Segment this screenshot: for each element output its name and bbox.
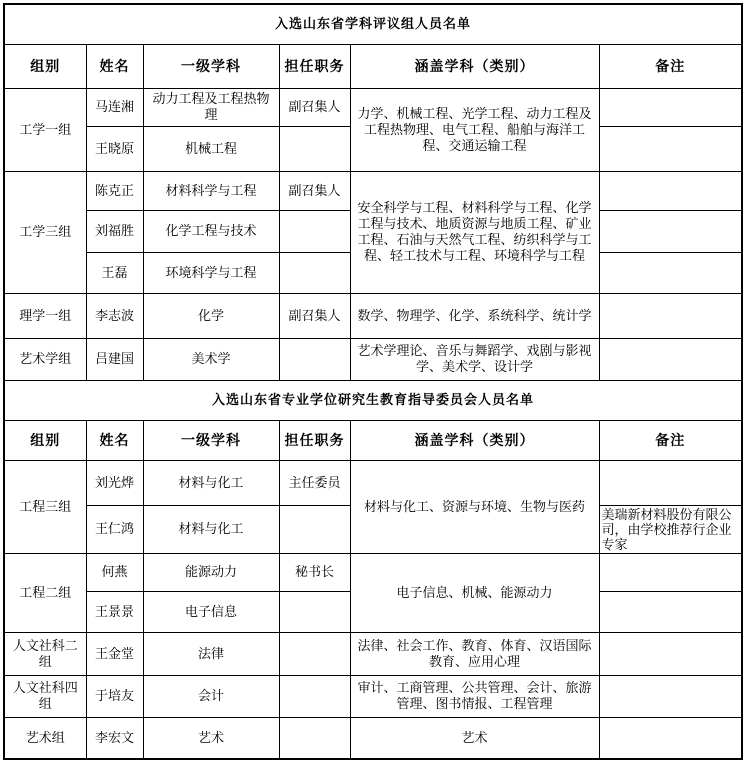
- covered-disciplines-cell: 力学、机械工程、光学工程、动力工程及工程热物理、电气工程、船舶与海洋工程、交通运输工程: [350, 88, 599, 171]
- covered-disciplines-cell: 艺术学理论、音乐与舞蹈学、戏剧与影视学、美术学、设计学: [350, 338, 599, 380]
- name-cell: 李志波: [86, 293, 143, 338]
- name-cell: 李宏文: [86, 717, 143, 759]
- group-cell: 人文社科二组: [4, 632, 86, 675]
- remark-cell: [599, 210, 742, 252]
- column-header: 担任职务: [279, 44, 350, 88]
- discipline-cell: 美术学: [143, 338, 279, 380]
- column-header: 涵盖学科（类别）: [350, 420, 599, 460]
- column-header: 备注: [599, 44, 742, 88]
- table-row: [4, 293, 742, 338]
- name-cell: 于培友: [86, 675, 143, 717]
- position-cell: [279, 338, 350, 380]
- covered-disciplines-cell: 艺术: [350, 717, 599, 759]
- table-row: [4, 171, 742, 210]
- group-cell: 工学三组: [4, 171, 86, 293]
- discipline-cell: 会计: [143, 675, 279, 717]
- discipline-cell: 能源动力: [143, 553, 279, 591]
- group-cell: 工学一组: [4, 88, 86, 171]
- title-row: [4, 380, 742, 420]
- name-cell: 王仁鸿: [86, 505, 143, 553]
- name-cell: 王金堂: [86, 632, 143, 675]
- table-row: [4, 675, 742, 717]
- group-cell: 工程三组: [4, 460, 86, 553]
- group-cell: 人文社科四组: [4, 675, 86, 717]
- discipline-cell: 化学: [143, 293, 279, 338]
- covered-disciplines-cell: 电子信息、机械、能源动力: [350, 553, 599, 632]
- remark-cell: [599, 252, 742, 293]
- group-cell: 理学一组: [4, 293, 86, 338]
- position-cell: 副召集人: [279, 171, 350, 210]
- column-header: 组别: [4, 420, 86, 460]
- discipline-cell: 化学工程与技术: [143, 210, 279, 252]
- column-header: 涵盖学科（类别）: [350, 44, 599, 88]
- position-cell: [279, 505, 350, 553]
- discipline-cell: 材料与化工: [143, 505, 279, 553]
- position-cell: 秘书长: [279, 553, 350, 591]
- name-cell: 陈克正: [86, 171, 143, 210]
- remark-cell: [599, 675, 742, 717]
- position-cell: [279, 591, 350, 632]
- column-header: 姓名: [86, 420, 143, 460]
- name-cell: 王景景: [86, 591, 143, 632]
- position-cell: [279, 632, 350, 675]
- name-cell: 刘福胜: [86, 210, 143, 252]
- discipline-cell: 机械工程: [143, 126, 279, 171]
- discipline-cell: 环境科学与工程: [143, 252, 279, 293]
- remark-cell: [599, 591, 742, 632]
- header-row: [4, 44, 742, 88]
- remark-cell: [599, 632, 742, 675]
- title-row: [4, 4, 742, 44]
- remark-cell: [599, 293, 742, 338]
- column-header: 组别: [4, 44, 86, 88]
- remark-cell: [599, 88, 742, 126]
- position-cell: [279, 675, 350, 717]
- discipline-cell: 动力工程及工程热物理: [143, 88, 279, 126]
- group-cell: 工程二组: [4, 553, 86, 632]
- covered-disciplines-cell: 审计、工商管理、公共管理、会计、旅游管理、图书情报、工程管理: [350, 675, 599, 717]
- remark-cell: [599, 126, 742, 171]
- covered-disciplines-cell: 安全科学与工程、材料科学与工程、化学工程与技术、地质资源与地质工程、矿业工程、石油与天然气工程、纺织科学与工程、轻工技术与工程、环境科学与工程: [350, 171, 599, 293]
- covered-disciplines-cell: 数学、物理学、化学、系统科学、统计学: [350, 293, 599, 338]
- remark-cell: [599, 171, 742, 210]
- column-header: 备注: [599, 420, 742, 460]
- position-cell: 副召集人: [279, 293, 350, 338]
- table-row: [4, 88, 742, 126]
- name-cell: 刘光烨: [86, 460, 143, 505]
- discipline-cell: 电子信息: [143, 591, 279, 632]
- header-row: [4, 420, 742, 460]
- remark-cell: [599, 338, 742, 380]
- remark-cell: [599, 460, 742, 505]
- column-header: 姓名: [86, 44, 143, 88]
- table-row: [4, 338, 742, 380]
- group-cell: 艺术学组: [4, 338, 86, 380]
- position-cell: [279, 717, 350, 759]
- name-cell: 王磊: [86, 252, 143, 293]
- position-cell: [279, 252, 350, 293]
- table-row: [4, 553, 742, 591]
- table-title: 入选山东省学科评议组人员名单: [4, 4, 742, 44]
- table-title: 入选山东省专业学位研究生教育指导委员会人员名单: [4, 380, 742, 420]
- discipline-cell: 材料与化工: [143, 460, 279, 505]
- discipline-cell: 艺术: [143, 717, 279, 759]
- table-row: [4, 717, 742, 759]
- discipline-cell: 材料科学与工程: [143, 171, 279, 210]
- discipline-cell: 法律: [143, 632, 279, 675]
- name-cell: 马连湘: [86, 88, 143, 126]
- remark-cell: [599, 717, 742, 759]
- name-cell: 何燕: [86, 553, 143, 591]
- column-header: 一级学科: [143, 44, 279, 88]
- covered-disciplines-cell: 法律、社会工作、教育、体育、汉语国际教育、应用心理: [350, 632, 599, 675]
- position-cell: 主任委员: [279, 460, 350, 505]
- group-cell: 艺术组: [4, 717, 86, 759]
- personnel-table: [3, 3, 743, 760]
- table-row: [4, 632, 742, 675]
- position-cell: [279, 210, 350, 252]
- remark-cell: 美瑞新材料股份有限公司，由学校推荐行企业专家: [599, 505, 742, 553]
- table-row: [4, 460, 742, 505]
- column-header: 一级学科: [143, 420, 279, 460]
- position-cell: 副召集人: [279, 88, 350, 126]
- remark-cell: [599, 553, 742, 591]
- position-cell: [279, 126, 350, 171]
- covered-disciplines-cell: 材料与化工、资源与环境、生物与医药: [350, 460, 599, 553]
- name-cell: 吕建国: [86, 338, 143, 380]
- name-cell: 王晓原: [86, 126, 143, 171]
- column-header: 担任职务: [279, 420, 350, 460]
